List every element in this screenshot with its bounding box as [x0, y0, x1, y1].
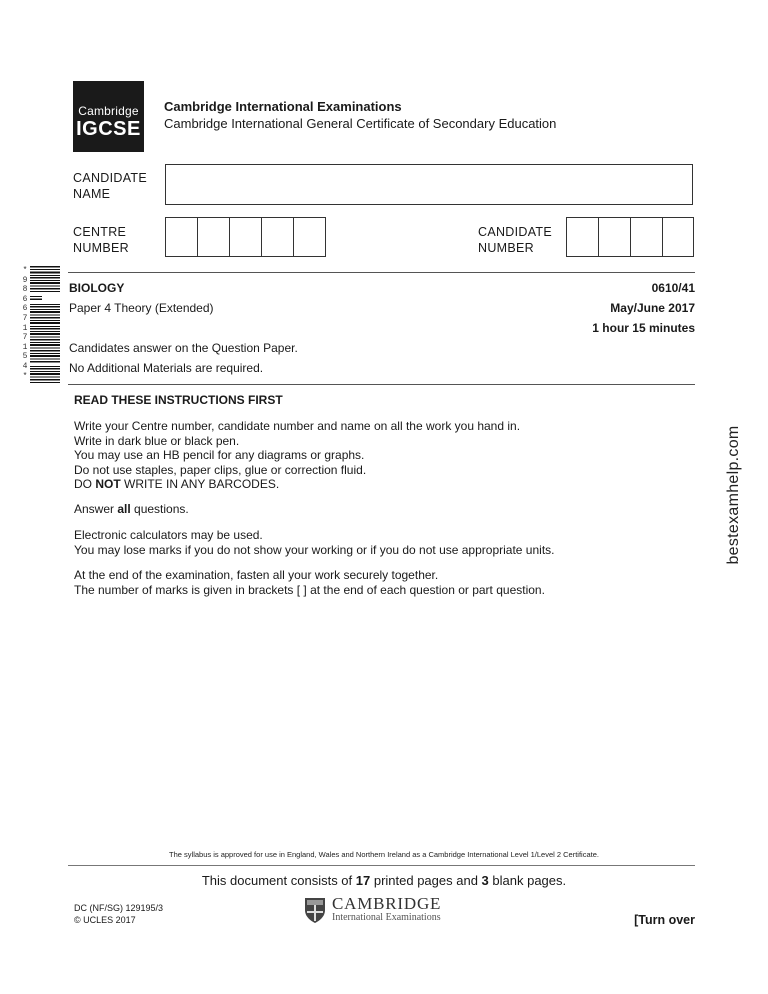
- paper-code: 0610/41: [651, 281, 695, 295]
- cambridge-igcse-logo: [73, 81, 144, 152]
- barcode-digit: 1: [22, 323, 28, 333]
- centre-number-label-line1: CENTRE: [73, 225, 127, 239]
- watermark: bestexamhelp.com: [725, 425, 742, 565]
- footer-divider: [68, 865, 695, 866]
- barcode-digit: 7: [22, 333, 28, 343]
- barcode-digit: 4: [22, 361, 28, 371]
- instructions-block2: [74, 528, 554, 557]
- candidate-number-cell[interactable]: [567, 218, 599, 256]
- copyright: © UCLES 2017: [74, 915, 136, 925]
- paper-title: Paper 4 Theory (Extended): [69, 301, 214, 315]
- barcode-digits: [20, 266, 30, 381]
- candidate-number-boxes[interactable]: [566, 217, 694, 257]
- candidate-number-label-line1: CANDIDATE: [478, 225, 553, 239]
- candidate-name-label-line2: NAME: [73, 187, 111, 201]
- instruction-line: At the end of the examination, fasten all your work securely together.: [74, 568, 439, 582]
- candidate-name-label-line1: CANDIDATE: [73, 171, 148, 185]
- shield-icon: [303, 896, 327, 924]
- divider-bottom: [68, 384, 695, 385]
- text-part: Answer: [74, 502, 118, 516]
- instructions-block1: [74, 419, 520, 492]
- barcode-digit: 7: [22, 313, 28, 323]
- text-part: This document consists of: [201, 873, 356, 888]
- barcode-digit: *: [22, 371, 28, 381]
- barcode-digit: 9: [22, 275, 28, 285]
- candidate-number-label-line2: NUMBER: [478, 241, 534, 255]
- instruction-line: Write your Centre number, candidate number and name on all the work you hand in.: [74, 419, 521, 433]
- candidate-name-label: [73, 170, 147, 202]
- exam-board-subtitle: Cambridge International General Certificate of Secondary Education: [164, 116, 557, 131]
- cambridge-subline: International Examinations: [332, 912, 441, 923]
- instruction-line: [74, 477, 520, 492]
- instructions-block3: [74, 568, 545, 597]
- text-part: questions.: [130, 502, 189, 516]
- answer-all-line: [74, 502, 189, 517]
- barcode: [30, 266, 65, 386]
- syllabus-note: The syllabus is approved for use in England, Wales and Northern Ireland as a Cambridge International Level 1/Level 2 Certificate.: [169, 850, 599, 859]
- blank-pages-count: 3: [481, 873, 489, 888]
- page-count-line: [0, 873, 768, 888]
- cambridge-footer-logo: [303, 896, 441, 924]
- candidate-name-field[interactable]: [165, 164, 693, 205]
- text-part: WRITE IN ANY BARCODES.: [120, 477, 280, 491]
- materials-note: No Additional Materials are required.: [69, 361, 264, 375]
- text-part: printed pages and: [370, 873, 482, 888]
- logo-line2: IGCSE: [76, 118, 141, 140]
- printed-pages-count: 17: [355, 873, 371, 888]
- barcode-digit: 6: [22, 304, 28, 314]
- instructions-heading: READ THESE INSTRUCTIONS FIRST: [74, 393, 283, 407]
- centre-number-boxes[interactable]: [165, 217, 326, 257]
- candidate-number-label: [478, 224, 552, 256]
- text-part: blank pages.: [488, 873, 567, 888]
- subject: BIOLOGY: [69, 281, 125, 295]
- centre-number-cell[interactable]: [198, 218, 230, 256]
- text-emphasis: all: [117, 502, 131, 516]
- instruction-line: Write in dark blue or black pen.: [74, 433, 240, 448]
- barcode-digit: 6: [22, 294, 28, 304]
- instruction-line: You may lose marks if you do not show your working or if you do not use appropriate units.: [74, 542, 555, 557]
- divider-top: [68, 272, 695, 273]
- barcode-digit: 5: [22, 352, 28, 362]
- logo-line1: Cambridge: [78, 104, 139, 118]
- instruction-line: Do not use staples, paper clips, glue or correction fluid.: [74, 462, 367, 477]
- duration: 1 hour 15 minutes: [592, 321, 695, 335]
- centre-number-label-line2: NUMBER: [73, 241, 129, 255]
- instruction-line: You may use an HB pencil for any diagrams or graphs.: [74, 448, 365, 462]
- barcode-digit: 8: [22, 285, 28, 295]
- barcode-digit: 1: [22, 342, 28, 352]
- centre-number-cell[interactable]: [166, 218, 198, 256]
- instruction-line: Electronic calculators may be used.: [74, 528, 263, 542]
- exam-board-title: Cambridge International Examinations: [164, 99, 402, 114]
- centre-number-cell[interactable]: [294, 218, 325, 256]
- session: May/June 2017: [610, 301, 695, 315]
- answer-on-note: Candidates answer on the Question Paper.: [69, 341, 298, 355]
- centre-number-label: [73, 224, 129, 256]
- cambridge-wordmark: CAMBRIDGE: [332, 894, 442, 913]
- candidate-number-cell[interactable]: [599, 218, 631, 256]
- barcode-digit: *: [22, 266, 28, 275]
- turn-over: [Turn over: [634, 913, 695, 927]
- candidate-number-cell[interactable]: [631, 218, 663, 256]
- text-emphasis: NOT: [95, 477, 121, 491]
- centre-number-cell[interactable]: [230, 218, 262, 256]
- instruction-line: The number of marks is given in brackets [ ] at the end of each question or part question.: [74, 582, 545, 597]
- candidate-number-cell[interactable]: [663, 218, 693, 256]
- centre-number-cell[interactable]: [262, 218, 294, 256]
- reference-code: DC (NF/SG) 129195/3: [74, 903, 164, 913]
- text-part: DO: [74, 477, 96, 491]
- document-reference: [74, 902, 163, 926]
